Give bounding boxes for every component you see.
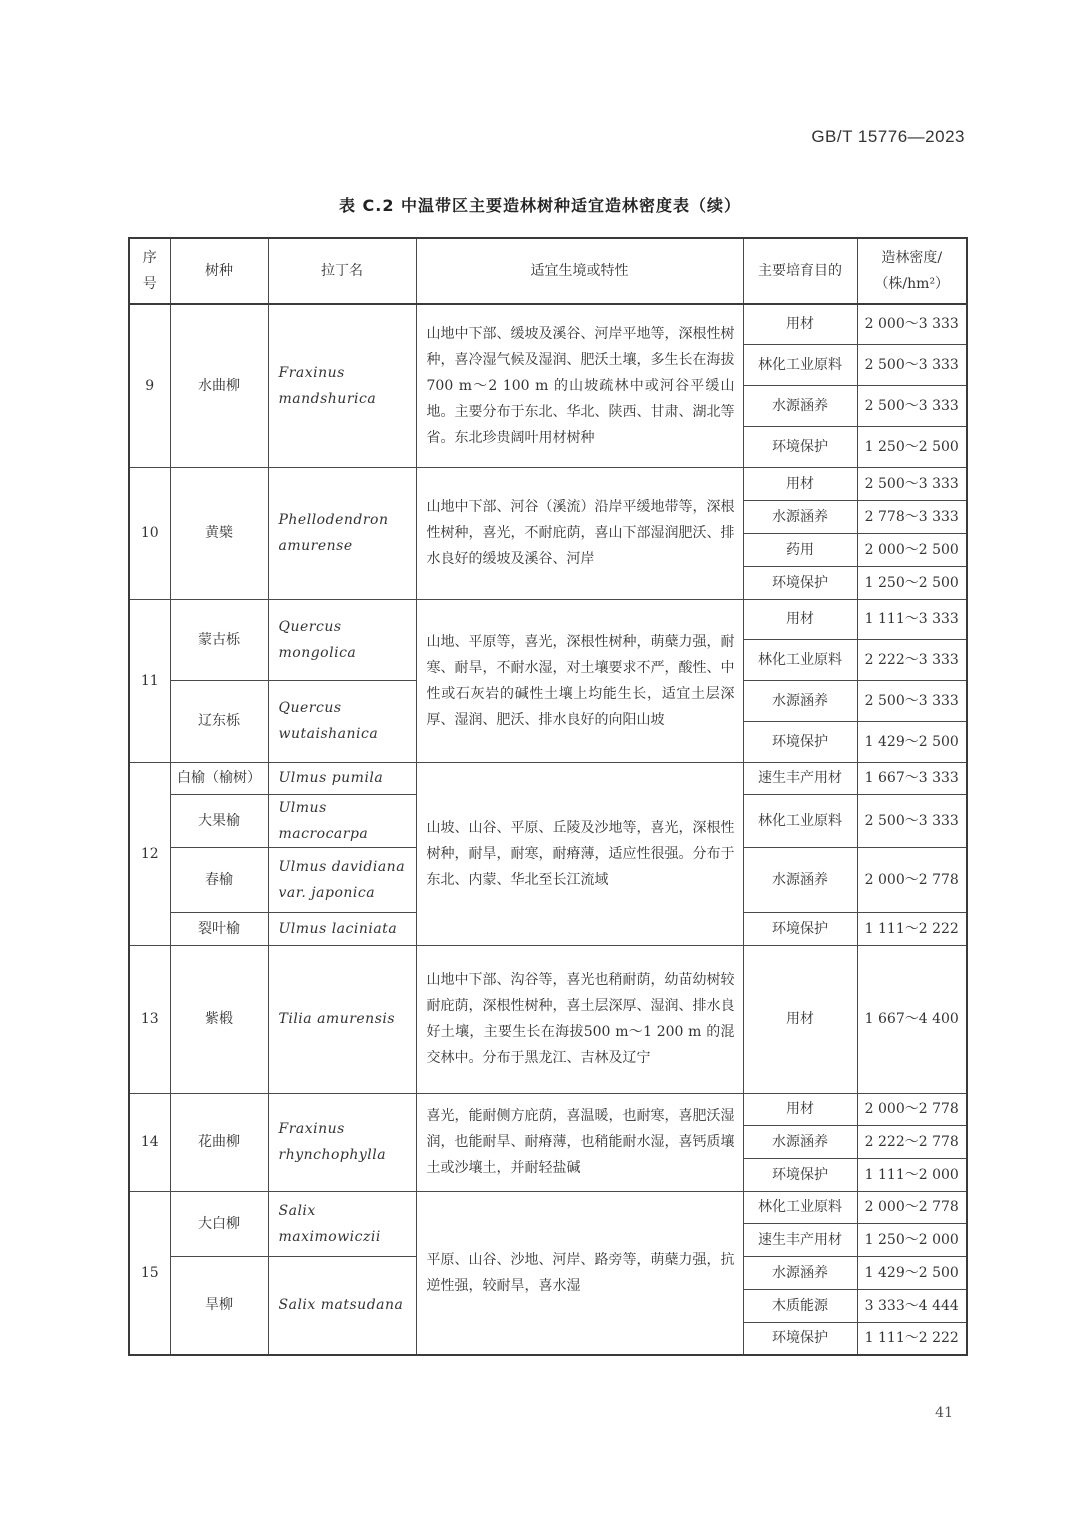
- species-name: 大白柳: [170, 1191, 268, 1256]
- density-cell: 2 000～2 500: [857, 533, 967, 566]
- purpose-cell: 水源涵养: [743, 500, 857, 533]
- group-12: [129, 762, 967, 945]
- table-row: [129, 599, 967, 639]
- species-name: 水曲柳: [170, 304, 268, 467]
- density-cell: 2 222～2 778: [857, 1125, 967, 1158]
- habitat-text: 山坡、山谷、平原、丘陵及沙地等，喜光，深根性树种，耐旱，耐寒，耐瘠薄，适应性很强。分布于东北、内蒙、华北至长江流域: [416, 762, 743, 945]
- density-cell: 1 250～2 500: [857, 426, 967, 467]
- density-cell: 1 111～3 333: [857, 599, 967, 639]
- header-habitat: 适宜生境或特性: [416, 238, 743, 304]
- latin-name: Ulmus pumila: [268, 762, 416, 794]
- purpose-cell: 水源涵养: [743, 385, 857, 426]
- latin-name: Fraxinus mandshurica: [268, 304, 416, 467]
- density-cell: 3 333～4 444: [857, 1289, 967, 1322]
- species-name: 春榆: [170, 847, 268, 912]
- purpose-cell: 用材: [743, 599, 857, 639]
- species-name: 大果榆: [170, 794, 268, 847]
- latin-name: Quercus mongolica: [268, 599, 416, 680]
- table-row: [129, 762, 967, 794]
- density-cell: 1 111～2 000: [857, 1158, 967, 1191]
- purpose-cell: 水源涵养: [743, 1256, 857, 1289]
- species-name: 黄檗: [170, 467, 268, 599]
- row-number: 10: [129, 467, 170, 599]
- table-header-row: [129, 238, 967, 304]
- density-cell: 1 667～3 333: [857, 762, 967, 794]
- purpose-cell: 林化工业原料: [743, 1191, 857, 1223]
- habitat-text: 山地中下部、沟谷等，喜光也稍耐荫，幼苗幼树较耐庇荫，深根性树种，喜土层深厚、湿润、排水良好土壤，主要生长在海拔500 m～1 200 m 的混交林中。分布于黑龙江、吉林及辽宁: [416, 945, 743, 1093]
- density-cell: 2 000～2 778: [857, 1191, 967, 1223]
- density-cell: 2 000～2 778: [857, 1093, 967, 1125]
- latin-name: Ulmus macrocarpa: [268, 794, 416, 847]
- species-name: 花曲柳: [170, 1093, 268, 1191]
- header-latin-name: 拉丁名: [268, 238, 416, 304]
- density-cell: 2 000～3 333: [857, 304, 967, 344]
- habitat-text: 山地中下部、河谷（溪流）沿岸平缓地带等，深根性树种，喜光，不耐庇荫，喜山下部湿润肥沃、排水良好的缓坡及溪谷、河岸: [416, 467, 743, 599]
- table-row: [129, 304, 967, 344]
- purpose-cell: 水源涵养: [743, 680, 857, 721]
- row-number: 12: [129, 762, 170, 945]
- habitat-text: 山地、平原等，喜光，深根性树种，萌蘖力强，耐寒、耐旱，不耐水湿，对土壤要求不严，酸性、中性或石灰岩的碱性土壤上均能生长，适宜土层深厚、湿润、肥沃、排水良好的向阳山坡: [416, 599, 743, 762]
- species-name: 旱柳: [170, 1256, 268, 1355]
- density-table: [128, 237, 968, 1356]
- table-row: [129, 945, 967, 1093]
- standard-code: GB/T 15776—2023: [811, 127, 965, 146]
- density-cell: 2 500～3 333: [857, 385, 967, 426]
- purpose-cell: 用材: [743, 304, 857, 344]
- purpose-cell: 林化工业原料: [743, 344, 857, 385]
- density-cell: 2 500～3 333: [857, 680, 967, 721]
- purpose-cell: 速生丰产用材: [743, 1223, 857, 1256]
- density-cell: 1 429～2 500: [857, 721, 967, 762]
- density-cell: 1 429～2 500: [857, 1256, 967, 1289]
- purpose-cell: 环境保护: [743, 912, 857, 945]
- species-name: 辽东栎: [170, 680, 268, 762]
- latin-name: Salix matsudana: [268, 1256, 416, 1355]
- habitat-text: 平原、山谷、沙地、河岸、路旁等，萌蘖力强，抗逆性强，较耐旱，喜水湿: [416, 1191, 743, 1355]
- group-13: [129, 945, 967, 1093]
- latin-name: Phellodendron amurense: [268, 467, 416, 599]
- row-number: 9: [129, 304, 170, 467]
- latin-name: Quercus wutaishanica: [268, 680, 416, 762]
- purpose-cell: 用材: [743, 1093, 857, 1125]
- density-cell: 2 500～3 333: [857, 794, 967, 847]
- table-row: [129, 467, 967, 500]
- latin-name: Fraxinus rhynchophylla: [268, 1093, 416, 1191]
- species-name: 蒙古栎: [170, 599, 268, 680]
- density-cell: 2 500～3 333: [857, 344, 967, 385]
- table-row: [129, 1191, 967, 1223]
- row-number: 14: [129, 1093, 170, 1191]
- table-title: 表 C.2 中温带区主要造林树种适宜造林密度表（续）: [338, 196, 742, 215]
- purpose-cell: 环境保护: [743, 721, 857, 762]
- group-15: [129, 1191, 967, 1355]
- row-number: 11: [129, 599, 170, 762]
- purpose-cell: 环境保护: [743, 566, 857, 599]
- latin-name: Ulmus davidiana var. japonica: [268, 847, 416, 912]
- density-cell: 1 111～2 222: [857, 912, 967, 945]
- purpose-cell: 药用: [743, 533, 857, 566]
- density-cell: 2 222～3 333: [857, 639, 967, 680]
- habitat-text: 山地中下部、缓坡及溪谷、河岸平地等，深根性树种，喜冷湿气候及湿润、肥沃土壤，多生长在海拔700 m～2 100 m 的山坡疏林中或河谷平缓山地。主要分布于东北、华北、陕西、甘肃、湖北等省。东北珍贵阔叶用材树种: [416, 304, 743, 467]
- page-number: 41: [935, 1405, 953, 1421]
- species-name: 裂叶榆: [170, 912, 268, 945]
- habitat-text: 喜光，能耐侧方庇荫，喜温暖，也耐寒，喜肥沃湿润，也能耐旱、耐瘠薄，也稍能耐水湿，喜钙质壤土或沙壤土，并耐轻盐碱: [416, 1093, 743, 1191]
- species-name: 白榆（榆树）: [170, 762, 268, 794]
- latin-name: Salix maximowiczii: [268, 1191, 416, 1256]
- header-purpose: 主要培育目的: [743, 238, 857, 304]
- header-no: 序号: [129, 238, 170, 304]
- density-cell: 2 778～3 333: [857, 500, 967, 533]
- purpose-cell: 环境保护: [743, 1158, 857, 1191]
- species-name: 紫椴: [170, 945, 268, 1093]
- header-species: 树种: [170, 238, 268, 304]
- density-cell: 1 111～2 222: [857, 1322, 967, 1355]
- group-10: [129, 467, 967, 599]
- density-cell: 2 000～2 778: [857, 847, 967, 912]
- density-cell: 2 500～3 333: [857, 467, 967, 500]
- purpose-cell: 水源涵养: [743, 1125, 857, 1158]
- purpose-cell: 木质能源: [743, 1289, 857, 1322]
- purpose-cell: 林化工业原料: [743, 794, 857, 847]
- purpose-cell: 环境保护: [743, 1322, 857, 1355]
- density-cell: 1 250～2 500: [857, 566, 967, 599]
- latin-name: Tilia amurensis: [268, 945, 416, 1093]
- group-14: [129, 1093, 967, 1191]
- purpose-cell: 环境保护: [743, 426, 857, 467]
- purpose-cell: 用材: [743, 467, 857, 500]
- purpose-cell: 用材: [743, 945, 857, 1093]
- group-9: [129, 304, 967, 467]
- group-11: [129, 599, 967, 762]
- header-density: 造林密度/（株/hm²）: [857, 238, 967, 304]
- density-cell: 1 250～2 000: [857, 1223, 967, 1256]
- purpose-cell: 林化工业原料: [743, 639, 857, 680]
- table-row: [129, 1093, 967, 1125]
- row-number: 13: [129, 945, 170, 1093]
- latin-name: Ulmus laciniata: [268, 912, 416, 945]
- purpose-cell: 水源涵养: [743, 847, 857, 912]
- row-number: 15: [129, 1191, 170, 1355]
- density-cell: 1 667～4 400: [857, 945, 967, 1093]
- purpose-cell: 速生丰产用材: [743, 762, 857, 794]
